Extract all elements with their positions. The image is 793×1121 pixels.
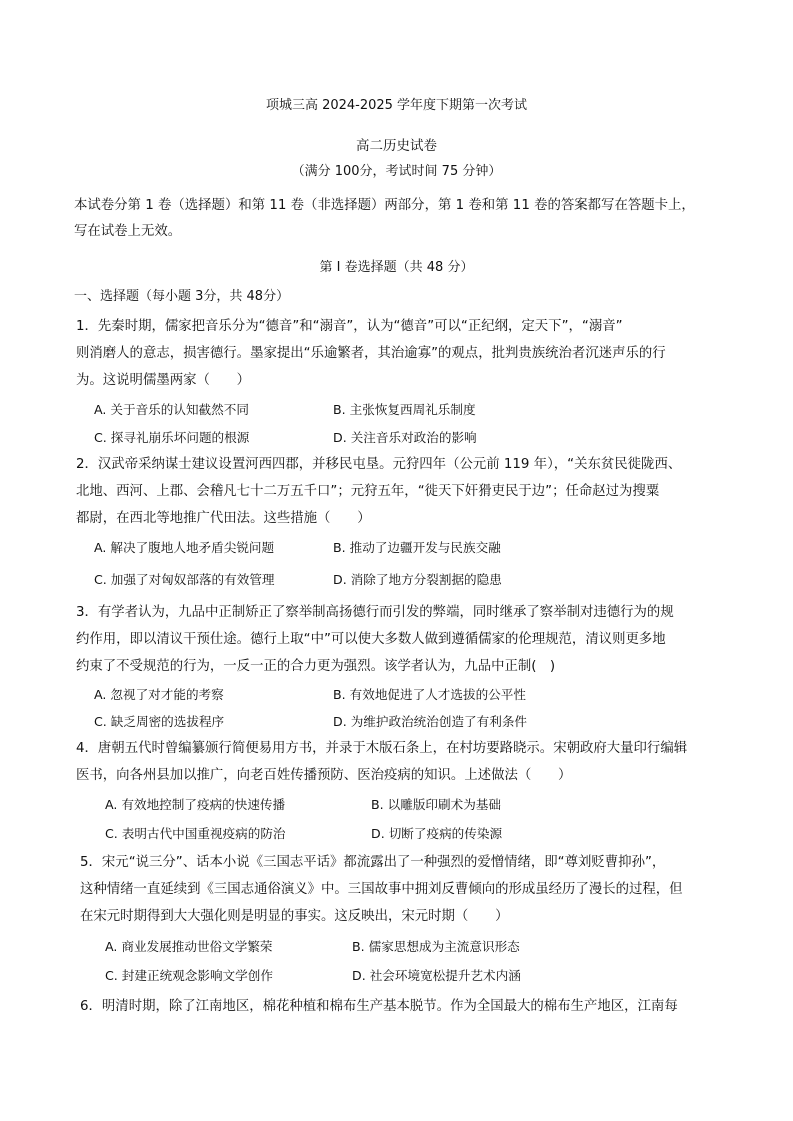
option-d[interactable]: D. 消除了地方分裂割据的隐患 xyxy=(333,572,502,587)
option-d[interactable]: D. 社会环境宽松提升艺术内涵 xyxy=(352,968,521,983)
question-line: 约束了不受规范的行为，一反一正的合力更为强烈。该学者认为，九品中正制( ) xyxy=(76,659,556,674)
option-a[interactable]: A. 关于音乐的认知截然不同 xyxy=(94,402,249,417)
score-time-note: （满分 100分，考试时间 75 分钟） xyxy=(291,164,502,179)
question-line: 5．宋元“说三分”、话本小说《三国志平话》都流露出了一种强烈的爱憎情绪，即“尊刘贬曹抑孙”， xyxy=(80,855,666,870)
option-c[interactable]: C. 加强了对匈奴部落的有效管理 xyxy=(94,572,275,587)
option-a[interactable]: A. 商业发展推动世俗文学繁荣 xyxy=(105,939,273,954)
section-title: 第 I 卷选择题（共 48 分） xyxy=(319,260,474,275)
question-line: 6．明清时期，除了江南地区，棉花种植和棉布生产基本脱节。作为全国最大的棉布生产地区，江南每 xyxy=(80,999,678,1014)
question-line: 在宋元时期得到大大强化则是明显的事实。这反映出，宋元时期（ ） xyxy=(80,909,509,924)
option-b[interactable]: B. 有效地促进了人才选拔的公平性 xyxy=(333,687,526,702)
question-line: 北地、西河、上郡、会稽凡七十二万五千口”；元狩五年，“徙天下奸猾吏民于边”；任命赵过为搜粟 xyxy=(76,484,660,499)
exam-title: 项城三高 2024-2025 学年度下期第一次考试 xyxy=(265,98,528,113)
question-line: 2．汉武帝采纳谋士建议设置河西四郡，并移民屯垦。元狩四年（公元前 119 年），“关东贫民徙陇西、 xyxy=(76,457,682,472)
intro-line-2: 写在试卷上无效。 xyxy=(74,224,182,239)
option-c[interactable]: C. 缺乏周密的选拔程序 xyxy=(94,714,225,729)
option-d[interactable]: D. 关注音乐对政治的影响 xyxy=(333,430,477,445)
question-line: 4．唐朝五代时曾编纂颁行简便易用方书，并录于木版石条上，在村坊要路晓示。宋朝政府大量印行编辑 xyxy=(76,741,688,756)
option-b[interactable]: B. 推动了边疆开发与民族交融 xyxy=(333,540,501,555)
question-line: 1．先秦时期，儒家把音乐分为“德音”和“溺音”，认为“德音”可以“正纪纲，定天下”，“溺音” xyxy=(76,319,623,334)
question-line: 这种情绪一直延续到《三国志通俗演义》中。三国故事中拥刘反曹倾向的形成虽经历了漫长的过程，但 xyxy=(80,882,683,897)
question-line: 医书，向各州县加以推广，向老百姓传播预防、医治疫病的知识。上述做法（ ） xyxy=(76,768,572,783)
option-b[interactable]: B. 以雕版印刷术为基础 xyxy=(371,797,501,812)
paper-title: 高二历史试卷 xyxy=(356,138,437,154)
option-a[interactable]: A. 忽视了对才能的考察 xyxy=(94,687,224,702)
option-d[interactable]: D. 切断了疫病的传染源 xyxy=(371,826,503,841)
question-line: 则消磨人的意志，损害德行。墨家提出“乐逾繁者，其治逾寡”的观点，批判贵族统治者沉迷声乐的行 xyxy=(76,346,666,361)
option-d[interactable]: D. 为维护政治统治创造了有利条件 xyxy=(333,714,528,729)
section-subtitle: 一、选择题（每小题 3分，共 48分） xyxy=(74,289,290,304)
question-line: 3．有学者认为，九品中正制矫正了察举制高扬德行而引发的弊端，同时继承了察举制对违德行为的规 xyxy=(76,605,674,620)
option-a[interactable]: A. 解决了腹地人地矛盾尖锐问题 xyxy=(94,540,275,555)
option-c[interactable]: C. 表明古代中国重视疫病的防治 xyxy=(105,826,286,841)
option-c[interactable]: C. 探寻礼崩乐坏问题的根源 xyxy=(94,430,250,445)
option-b[interactable]: B. 主张恢复西周礼乐制度 xyxy=(333,402,476,417)
option-b[interactable]: B. 儒家思想成为主流意识形态 xyxy=(352,939,520,954)
intro-line-1: 本试卷分第 1 卷（选择题）和第 11 卷（非选择题）两部分，第 1 卷和第 11 卷的答案都写在答题卡上， xyxy=(74,198,695,213)
question-line: 都尉，在西北等地推广代田法。这些措施（ ） xyxy=(76,511,371,526)
option-c[interactable]: C. 封建正统观念影响文学创作 xyxy=(105,968,273,983)
question-line: 约作用，即以清议干预仕途。德行上取“中”可以使大多数人做到遵循儒家的伦理规范，清议则更多地 xyxy=(76,632,666,647)
option-a[interactable]: A. 有效地控制了疫病的快速传播 xyxy=(105,797,286,812)
question-line: 为。这说明儒墨两家（ ） xyxy=(76,373,251,388)
